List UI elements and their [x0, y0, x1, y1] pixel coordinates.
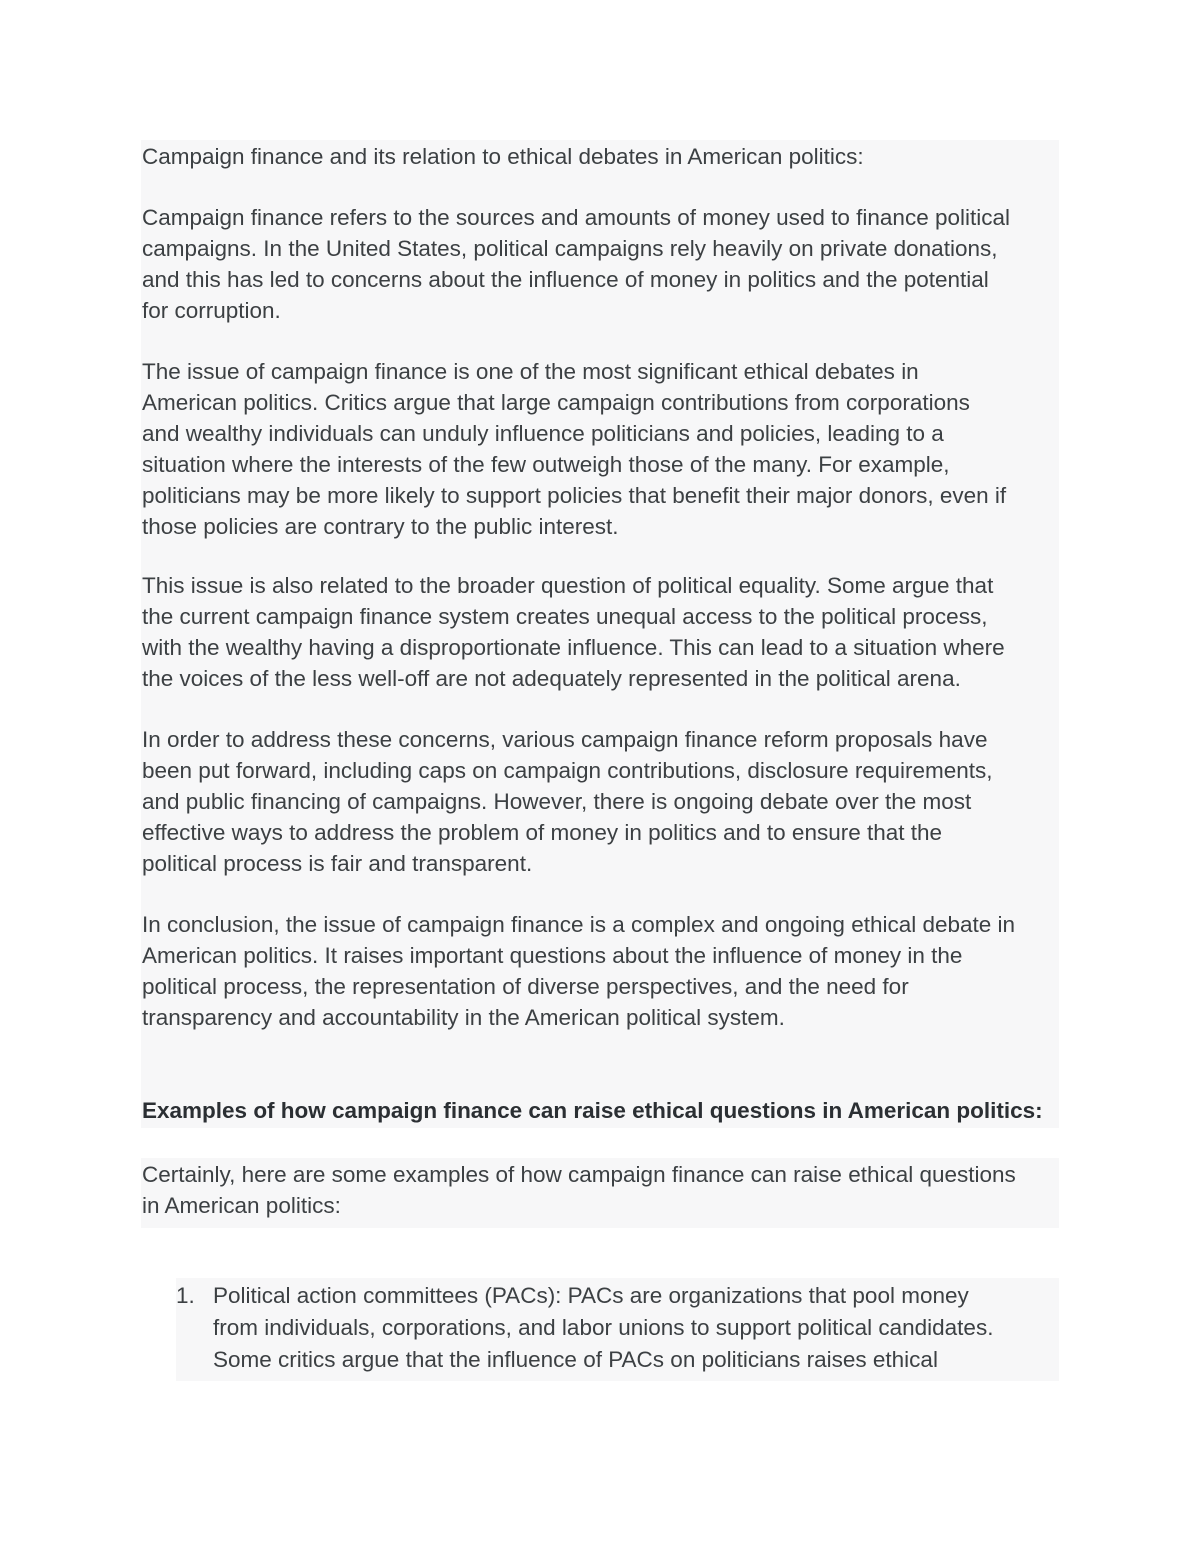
paragraph-line: Certainly, here are some examples of how campaign finance can raise ethical questions — [142, 1162, 1016, 1187]
paragraph-line: situation where the interests of the few outweigh those of the many. For example, — [142, 452, 950, 477]
paragraph-line: transparency and accountability in the American political system. — [142, 1005, 785, 1030]
list-item-line: Political action committees (PACs): PACs are organizations that pool money — [213, 1283, 969, 1308]
paragraph-line: In conclusion, the issue of campaign finance is a complex and ongoing ethical debate in — [142, 912, 1016, 937]
paragraph-line: with the wealthy having a disproportionate influence. This can lead to a situation where — [142, 635, 1005, 660]
paragraph-line: been put forward, including caps on campaign contributions, disclosure requirements, — [142, 758, 993, 783]
paragraph-line: American politics. It raises important questions about the influence of money in the — [142, 943, 963, 968]
paragraph-line: Campaign finance refers to the sources and amounts of money used to finance political — [142, 205, 1010, 230]
paragraph-line: and public financing of campaigns. However, there is ongoing debate over the most — [142, 789, 972, 814]
list-item-number: 1. — [176, 1283, 195, 1308]
paragraph-line: and wealthy individuals can unduly influence politicians and policies, leading to a — [142, 421, 944, 446]
paragraph-line: those policies are contrary to the public interest. — [142, 514, 619, 539]
paragraph-line: and this has led to concerns about the influence of money in politics and the potential — [142, 267, 989, 292]
paragraph-line: The issue of campaign finance is one of the most significant ethical debates in — [142, 359, 919, 384]
paragraph-line: the voices of the less well-off are not adequately represented in the political arena. — [142, 666, 961, 691]
paragraph-line: This issue is also related to the broader question of political equality. Some argue that — [142, 573, 994, 598]
paragraph-line: in American politics: — [142, 1193, 341, 1218]
paragraph-line: politicians may be more likely to support policies that benefit their major donors, even if — [142, 483, 1007, 508]
paragraph-line: political process, the representation of diverse perspectives, and the need for — [142, 974, 909, 999]
paragraph-line: for corruption. — [142, 298, 281, 323]
paragraph-line: American politics. Critics argue that large campaign contributions from corporations — [142, 390, 970, 415]
section-heading: Examples of how campaign finance can raise ethical questions in American politics: — [142, 1098, 1043, 1123]
section-title: Campaign finance and its relation to ethical debates in American politics: — [142, 144, 864, 169]
paragraph-line: campaigns. In the United States, political campaigns rely heavily on private donations, — [142, 236, 998, 261]
paragraph-line: the current campaign finance system creates unequal access to the political process, — [142, 604, 988, 629]
paragraph-line: In order to address these concerns, various campaign finance reform proposals have — [142, 727, 988, 752]
list-item-line: Some critics argue that the influence of PACs on politicians raises ethical — [213, 1347, 938, 1372]
list-item-line: from individuals, corporations, and labor unions to support political candidates. — [213, 1315, 994, 1340]
paragraph-line: effective ways to address the problem of money in politics and to ensure that the — [142, 820, 943, 845]
paragraph-line: political process is fair and transparent. — [142, 851, 533, 876]
